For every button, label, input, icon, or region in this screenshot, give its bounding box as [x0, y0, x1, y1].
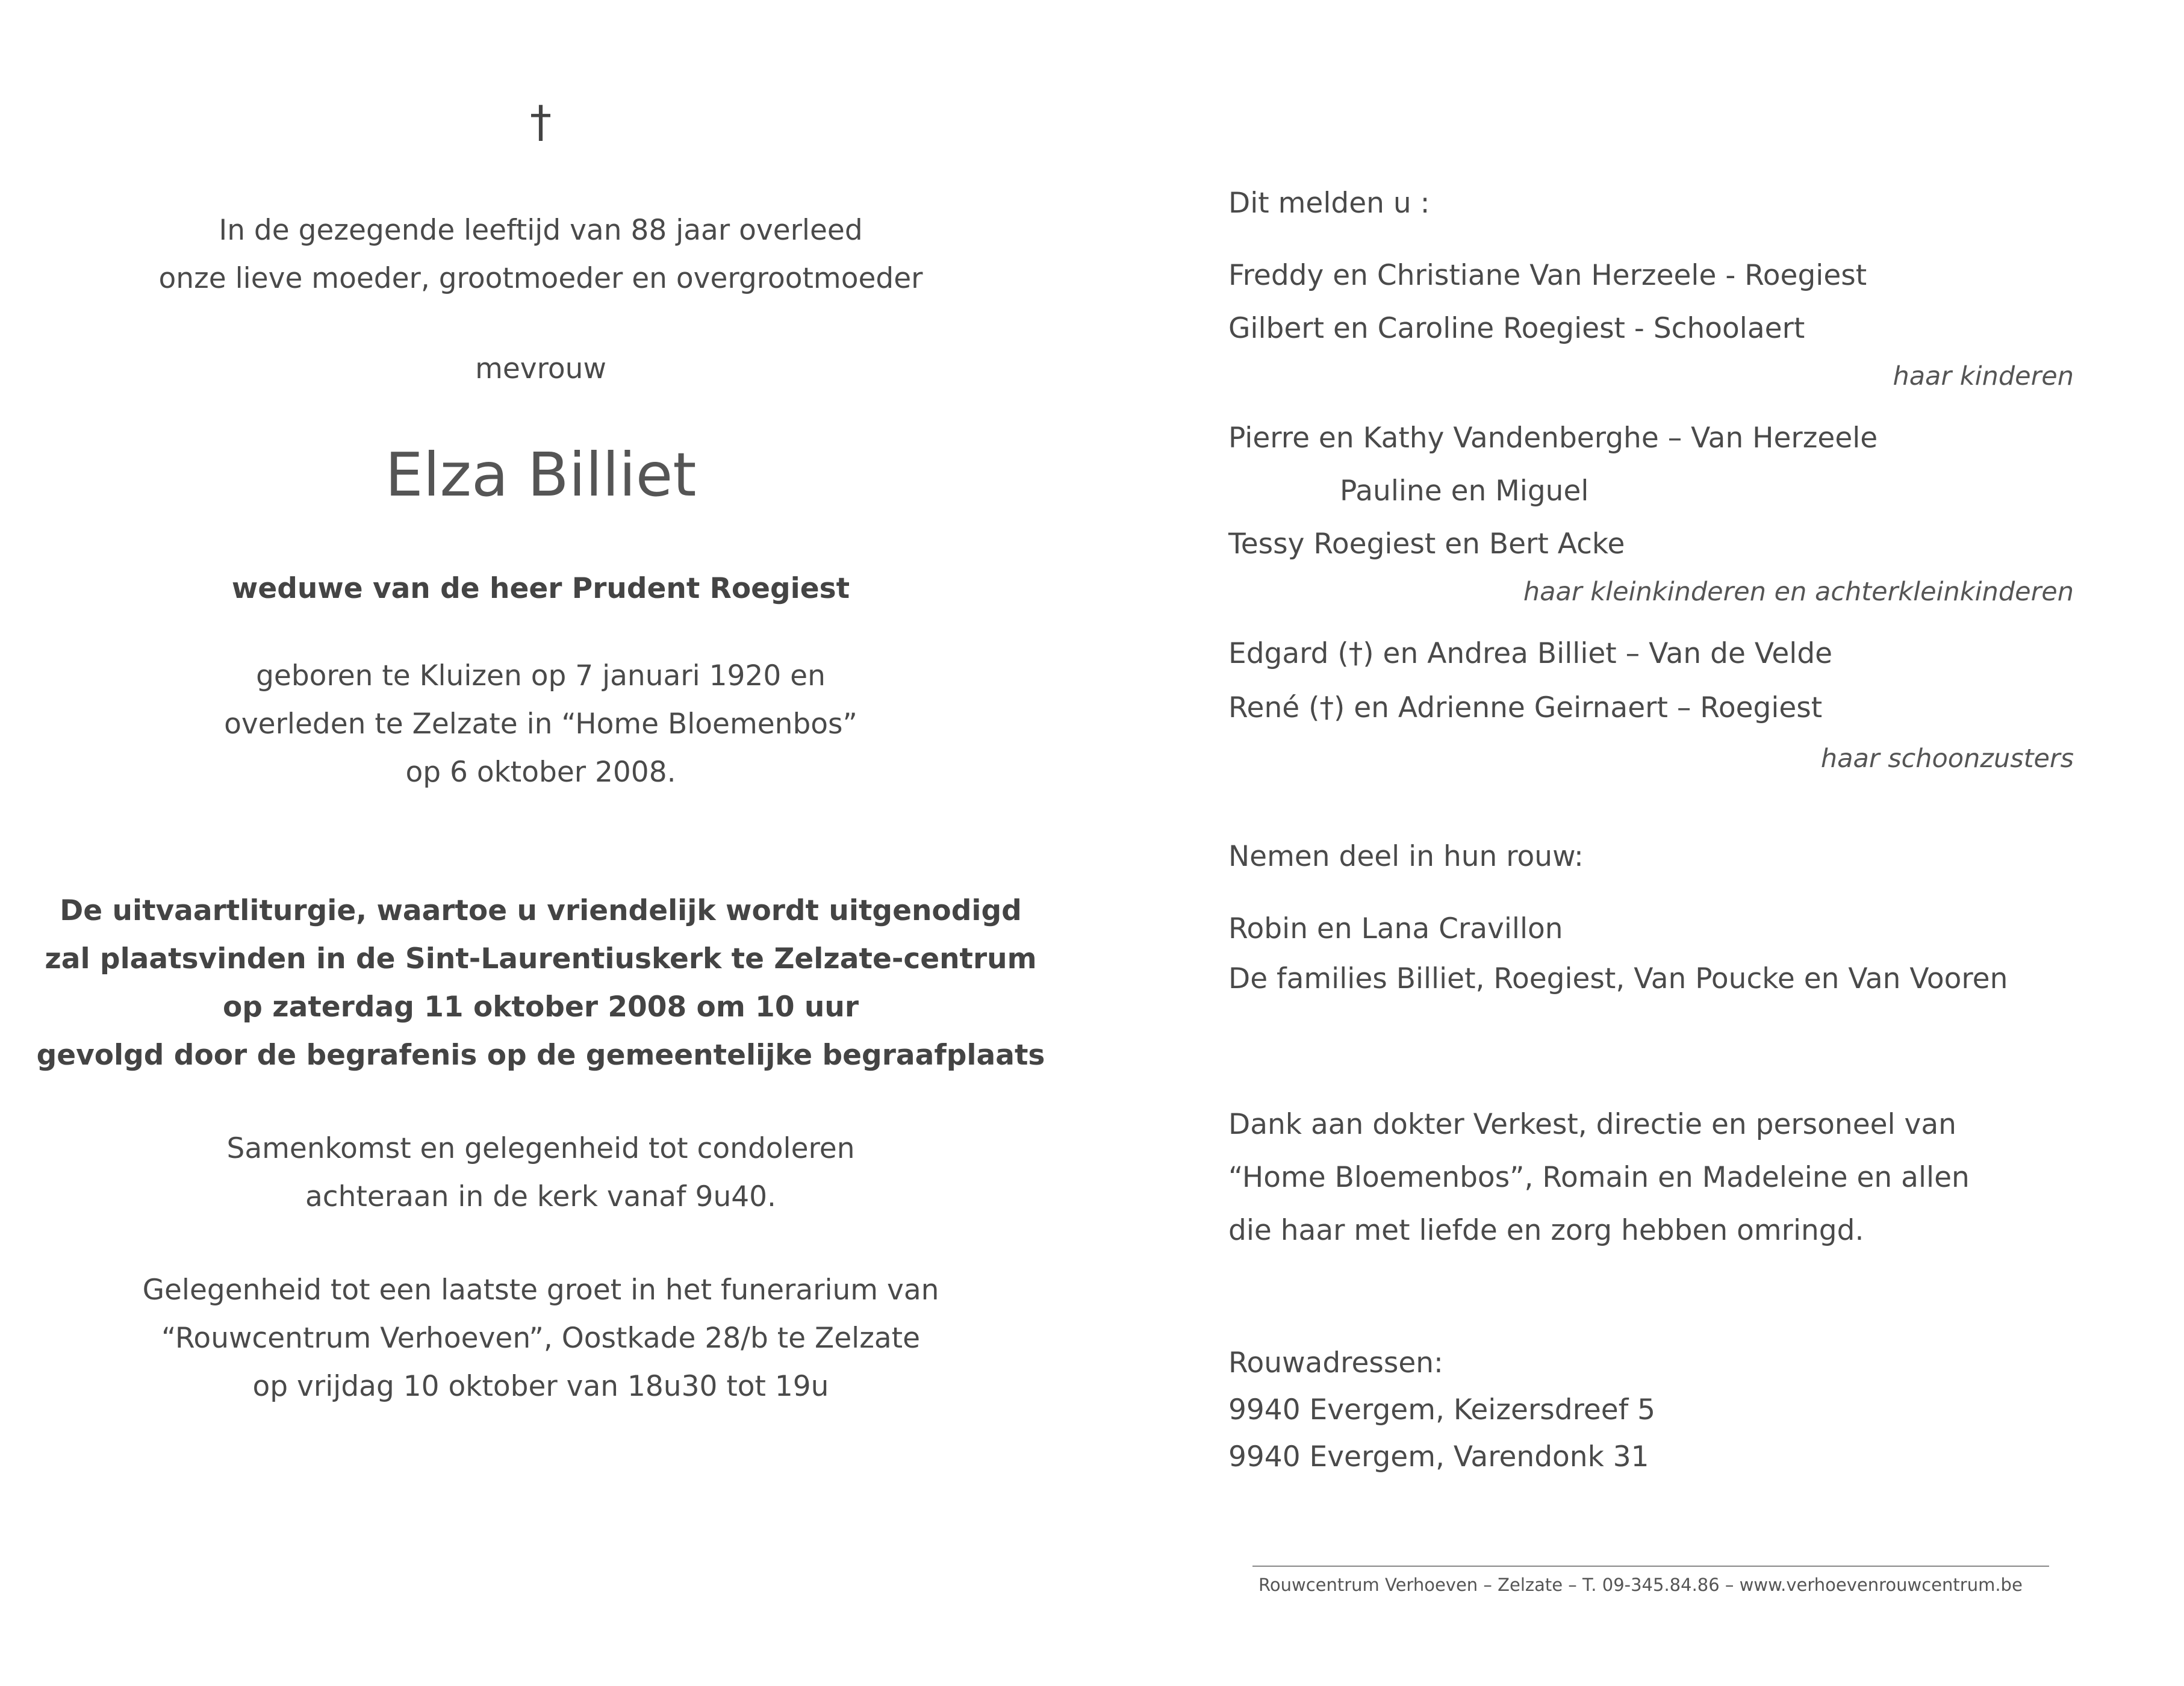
footer-divider [1252, 1566, 2049, 1567]
grandchildren-line-2: Pauline en Miguel [1340, 474, 1589, 508]
born-line-1: geboren te Kluizen op 7 januari 1920 en [256, 659, 826, 692]
title-mevrouw: mevrouw [475, 352, 606, 385]
children-line-1: Freddy en Christiane Van Herzeele - Roegiest [1228, 259, 1867, 292]
children-line-2: Gilbert en Caroline Roegiest - Schoolaert [1228, 312, 1805, 345]
born-line-2: overleden te Zelzate in “Home Bloemenbos” [224, 708, 857, 741]
deceased-name: Elza Billiet [385, 440, 697, 510]
announce-heading: Dit melden u : [1228, 187, 1430, 220]
service-line-3: op zaterdag 11 oktober 2008 om 10 uur [222, 991, 859, 1024]
inlaws-line-2: René (†) en Adrienne Geirnaert – Roegiest [1228, 691, 1823, 724]
share-heading: Nemen deel in hun rouw: [1228, 840, 1584, 873]
service-line-1: De uitvaartliturgie, waartoe u vriendelijk wordt uitgenodigd [60, 894, 1022, 927]
share-line-1: Robin en Lana Cravillon [1228, 912, 1563, 945]
born-line-3: op 6 oktober 2008. [405, 756, 676, 789]
address-line-2: 9940 Evergem, Varendonk 31 [1228, 1440, 1649, 1473]
intro-line-2: onze lieve moeder, grootmoeder en overgrootmoeder [158, 262, 923, 295]
condole-line-1: Samenkomst en gelegenheid tot condoleren [226, 1132, 855, 1165]
widow-line: weduwe van de heer Prudent Roegiest [231, 572, 850, 605]
children-label: haar kinderen [1893, 361, 2074, 391]
grandchildren-line-3: Tessy Roegiest en Bert Acke [1228, 527, 1625, 561]
grandchildren-line-1: Pierre en Kathy Vandenberghe – Van Herzeele [1228, 421, 1878, 455]
service-line-2: zal plaatsvinden in de Sint-Laurentiuskerk te Zelzate-centrum [45, 942, 1037, 975]
thanks-line-3: die haar met liefde en zorg hebben omringd. [1228, 1214, 1864, 1247]
thanks-line-1: Dank aan dokter Verkest, directie en personeel van [1228, 1108, 1956, 1141]
thanks-line-2: “Home Bloemenbos”, Romain en Madeleine en allen [1228, 1161, 1970, 1194]
grandchildren-label: haar kleinkinderen en achterkleinkinderen [1523, 577, 2074, 607]
intro-line-1: In de gezegende leeftijd van 88 jaar overleed [219, 214, 863, 247]
farewell-line-3: op vrijdag 10 oktober van 18u30 tot 19u [252, 1370, 829, 1403]
cross-symbol: † [530, 96, 552, 147]
inlaws-line-1: Edgard (†) en Andrea Billiet – Van de Velde [1228, 637, 1833, 670]
footer-text: Rouwcentrum Verhoeven – Zelzate – T. 09-345.84.86 – www.verhoevenrouwcentrum.be [1258, 1575, 2023, 1595]
address-line-1: 9940 Evergem, Keizersdreef 5 [1228, 1393, 1656, 1426]
farewell-line-1: Gelegenheid tot een laatste groet in het funerarium van [142, 1274, 939, 1307]
condole-line-2: achteraan in de kerk vanaf 9u40. [305, 1180, 776, 1213]
service-line-4: gevolgd door de begrafenis op de gemeentelijke begraafplaats [36, 1039, 1045, 1072]
share-line-2: De families Billiet, Roegiest, Van Poucke en Van Vooren [1228, 962, 2008, 995]
farewell-line-2: “Rouwcentrum Verhoeven”, Oostkade 28/b te Zelzate [161, 1322, 921, 1355]
address-heading: Rouwadressen: [1228, 1346, 1443, 1380]
inlaws-label: haar schoonzusters [1820, 744, 2074, 774]
